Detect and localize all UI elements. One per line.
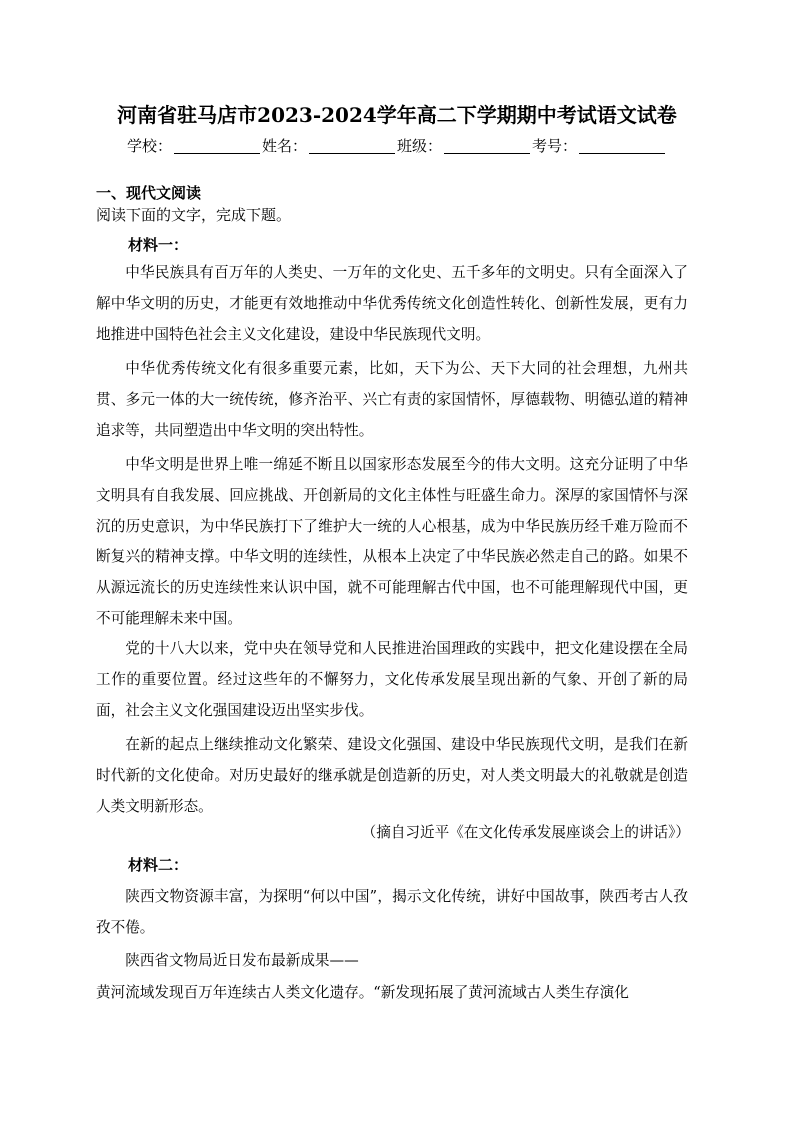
material-one-label: 材料一： (128, 236, 189, 254)
school-blank[interactable] (174, 137, 260, 154)
material-two-label: 材料二： (128, 856, 189, 874)
class-blank[interactable] (444, 137, 530, 154)
name-blank[interactable] (309, 137, 395, 154)
student-info-line (0, 133, 794, 159)
material-one-paragraph: 中华优秀传统文化有很多重要元素，比如，天下为公、天下大同的社会理想，九州共贯、多元一体的大一统传统，修齐治平、兴亡有责的家国情怀，厚德载物、明德弘道的精神追求等，共同塑造出中华文明的突出特性。 (96, 360, 688, 439)
section-instruction: 阅读下面的文字，完成下题。 (96, 206, 292, 224)
material-two-paragraph: 陕西省文物局近日发布最新成果—— (125, 952, 359, 969)
school-label: 学校： (126, 137, 172, 155)
material-one-source: （摘自习近平《在文化传承发展座谈会上的讲话》） (361, 824, 690, 841)
class-label: 班级： (397, 137, 443, 155)
material-one-paragraph: 中华文明是世界上唯一绵延不断且以国家形态发展至今的伟大文明。这充分证明了中华文明具有自我发展、回应挑战、开创新局的文化主体性与旺盛生命力。深厚的家国情怀与深沉的历史意识，为中华民族打下了维护大一统的人心根基，成为中华民族历经千难万险而不断复兴的精神支撑。中华文明的连续性，从根本上决定了中华民族必然走自己的路。如果不从源远流长的历史连续性来认识中国，就不可能理解古代中国，也不可能理解现代中国，更不可能理解未来中国。 (96, 456, 688, 627)
material-one-paragraph: 党的十八大以来，党中央在领导党和人民推进治国理政的实践中，把文化建设摆在全局工作的重要位置。经过这些年的不懈努力，文化传承发展呈现出新的气象、开创了新的局面，社会主义文化强国建设迈出坚实步伐。 (96, 640, 688, 719)
material-one-paragraph: 在新的起点上继续推动文化繁荣、建设文化强国、建设中华民族现代文明，是我们在新时代新的文化使命。对历史最好的继承就是创造新的历史，对人类文明最大的礼敬就是创造人类文明新形态。 (96, 736, 688, 815)
document-title: 河南省驻马店市2023-2024学年高二下学期期中考试语文试卷 (117, 103, 677, 127)
material-two-paragraph: 陕西文物资源丰富，为探明“何以中国”，揭示文化传统，讲好中国故事，陕西考古人孜孜不倦。 (96, 888, 688, 936)
name-label: 姓名： (261, 137, 307, 155)
exam-no-label: 考号： (532, 137, 578, 155)
section-heading: 一、现代文阅读 (96, 184, 202, 202)
material-one-paragraph: 中华民族具有百万年的人类史、一万年的文化史、五千多年的文明史。只有全面深入了解中华文明的历史，才能更有效地推动中华优秀传统文化创造性转化、创新性发展，更有力地推进中国特色社会主义文化建设，建设中华民族现代文明。 (96, 264, 688, 343)
material-two-paragraph: 黄河流域发现百万年连续古人类文化遗存。“新发现拓展了黄河流域古人类生存演化 (96, 984, 629, 1001)
exam-no-blank[interactable] (579, 137, 665, 154)
